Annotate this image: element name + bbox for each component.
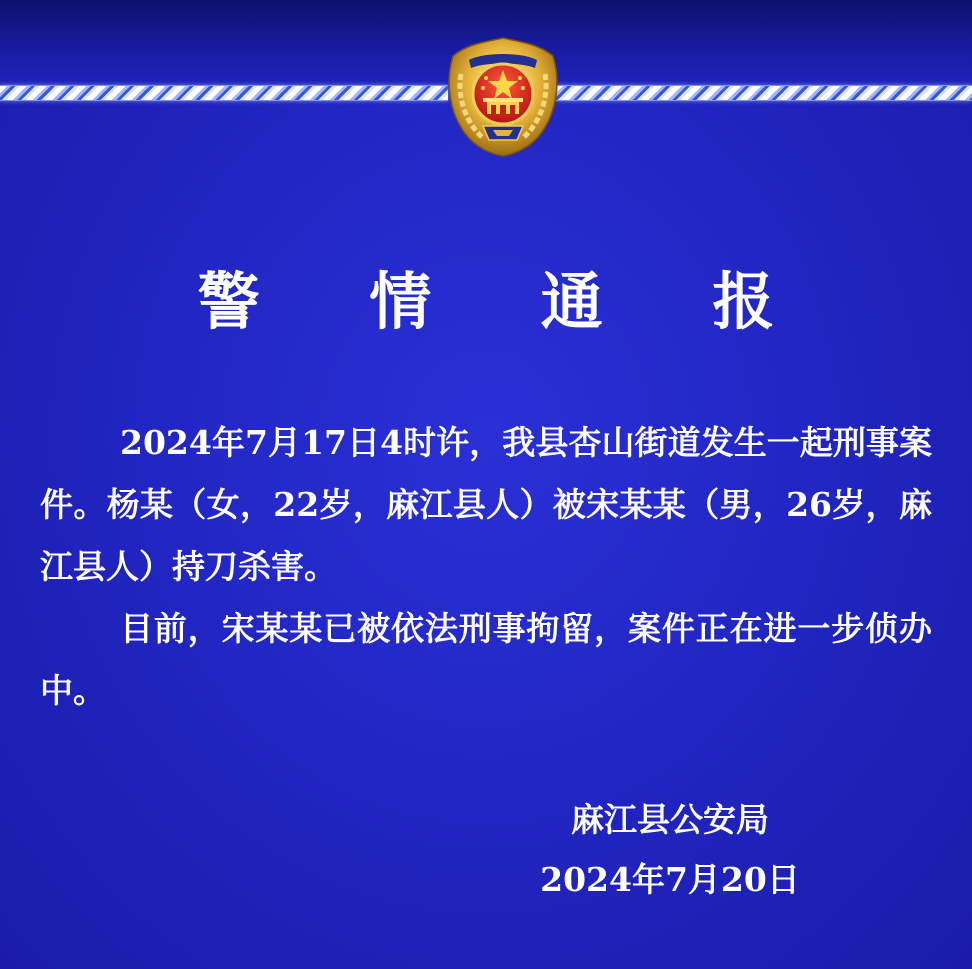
police-emblem-icon [443,34,563,158]
notice-paragraph: 目前，宋某某已被依法刑事拘留，案件正在进一步侦办中。 [40,609,932,710]
notice-body [40,412,932,722]
notice-paragraph: 2024年7月17日4时许，我县杏山街道发生一起刑事案件。杨某（女，22岁，麻江县人）被宋某某（男，26岁，麻江县人）持刀杀害。 [40,423,932,586]
signature-block [520,790,820,910]
issue-date: 2024年7月20日 [540,860,800,899]
rope-divider-right [556,85,972,101]
issuer-name: 麻江县公安局 [571,800,769,839]
rope-divider-left [0,85,448,101]
notice-title: 警 情 通 报 [197,265,819,338]
